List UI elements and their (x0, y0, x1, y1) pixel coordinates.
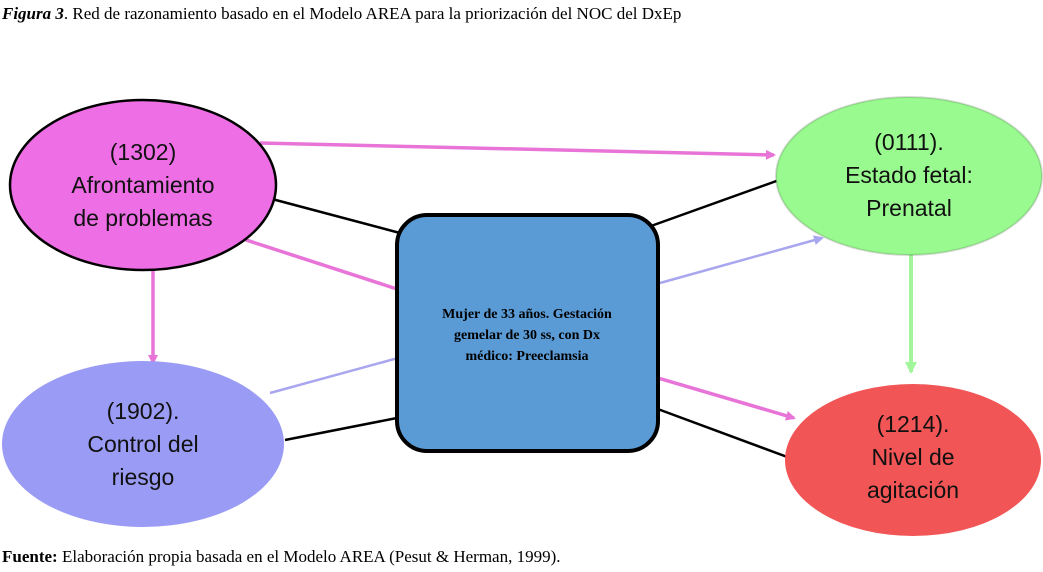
node-control-riesgo-line-1: (1902). (106, 398, 180, 424)
arrow-afrontamiento-estado-fetal (260, 143, 774, 155)
node-control-riesgo-line-3: riesgo (111, 464, 175, 490)
node-control-riesgo (2, 361, 284, 527)
arrow-afrontamiento-center (240, 238, 400, 290)
edge-control-center (285, 418, 397, 440)
node-agitacion-line-2: Nivel de (871, 444, 955, 470)
source-label: Fuente: (2, 547, 58, 566)
node-afrontamiento-line-2: Afrontamiento (71, 172, 215, 198)
center-line-1: Mujer de 33 años. Gestación (442, 307, 612, 322)
figure-title: . Red de razonamiento basado en el Modelo AREA para la priorización del NOC del DxEp (63, 4, 682, 23)
node-agitacion-line-3: agitación (866, 477, 960, 503)
node-estado-fetal (776, 97, 1042, 255)
node-afrontamiento-line-1: (1302) (109, 139, 177, 165)
node-estado-fetal-line-3: Prenatal (866, 195, 952, 221)
node-afrontamiento-line-3: de problemas (73, 205, 213, 231)
center-line-2: gemelar de 30 ss, con Dx (454, 328, 600, 343)
arrow-control-center (270, 358, 398, 393)
node-center-patient (397, 215, 658, 451)
arrow-center-estado-fetal (660, 238, 822, 283)
node-estado-fetal-line-2: Estado fetal: (845, 162, 973, 188)
center-line-3: médico: Preeclamsia (465, 349, 589, 364)
node-control-riesgo-line-2: Control del (87, 431, 199, 457)
node-agitacion (785, 384, 1041, 536)
source-caption (2, 547, 561, 567)
node-afrontamiento (10, 100, 276, 270)
node-estado-fetal-line-1: (0111). (874, 129, 944, 155)
node-agitacion-line-1: (1214). (876, 411, 950, 437)
figure-label: Figura 3 (2, 4, 64, 23)
source-text: Elaboración propia basada en el Modelo AREA (Pesut & Herman, 1999). (57, 547, 561, 566)
edge-center-estado-fetal (651, 179, 782, 226)
edge-afrontamiento-center (272, 199, 400, 233)
edge-center-agitacion (655, 408, 790, 458)
arrow-center-agitacion (658, 378, 794, 418)
